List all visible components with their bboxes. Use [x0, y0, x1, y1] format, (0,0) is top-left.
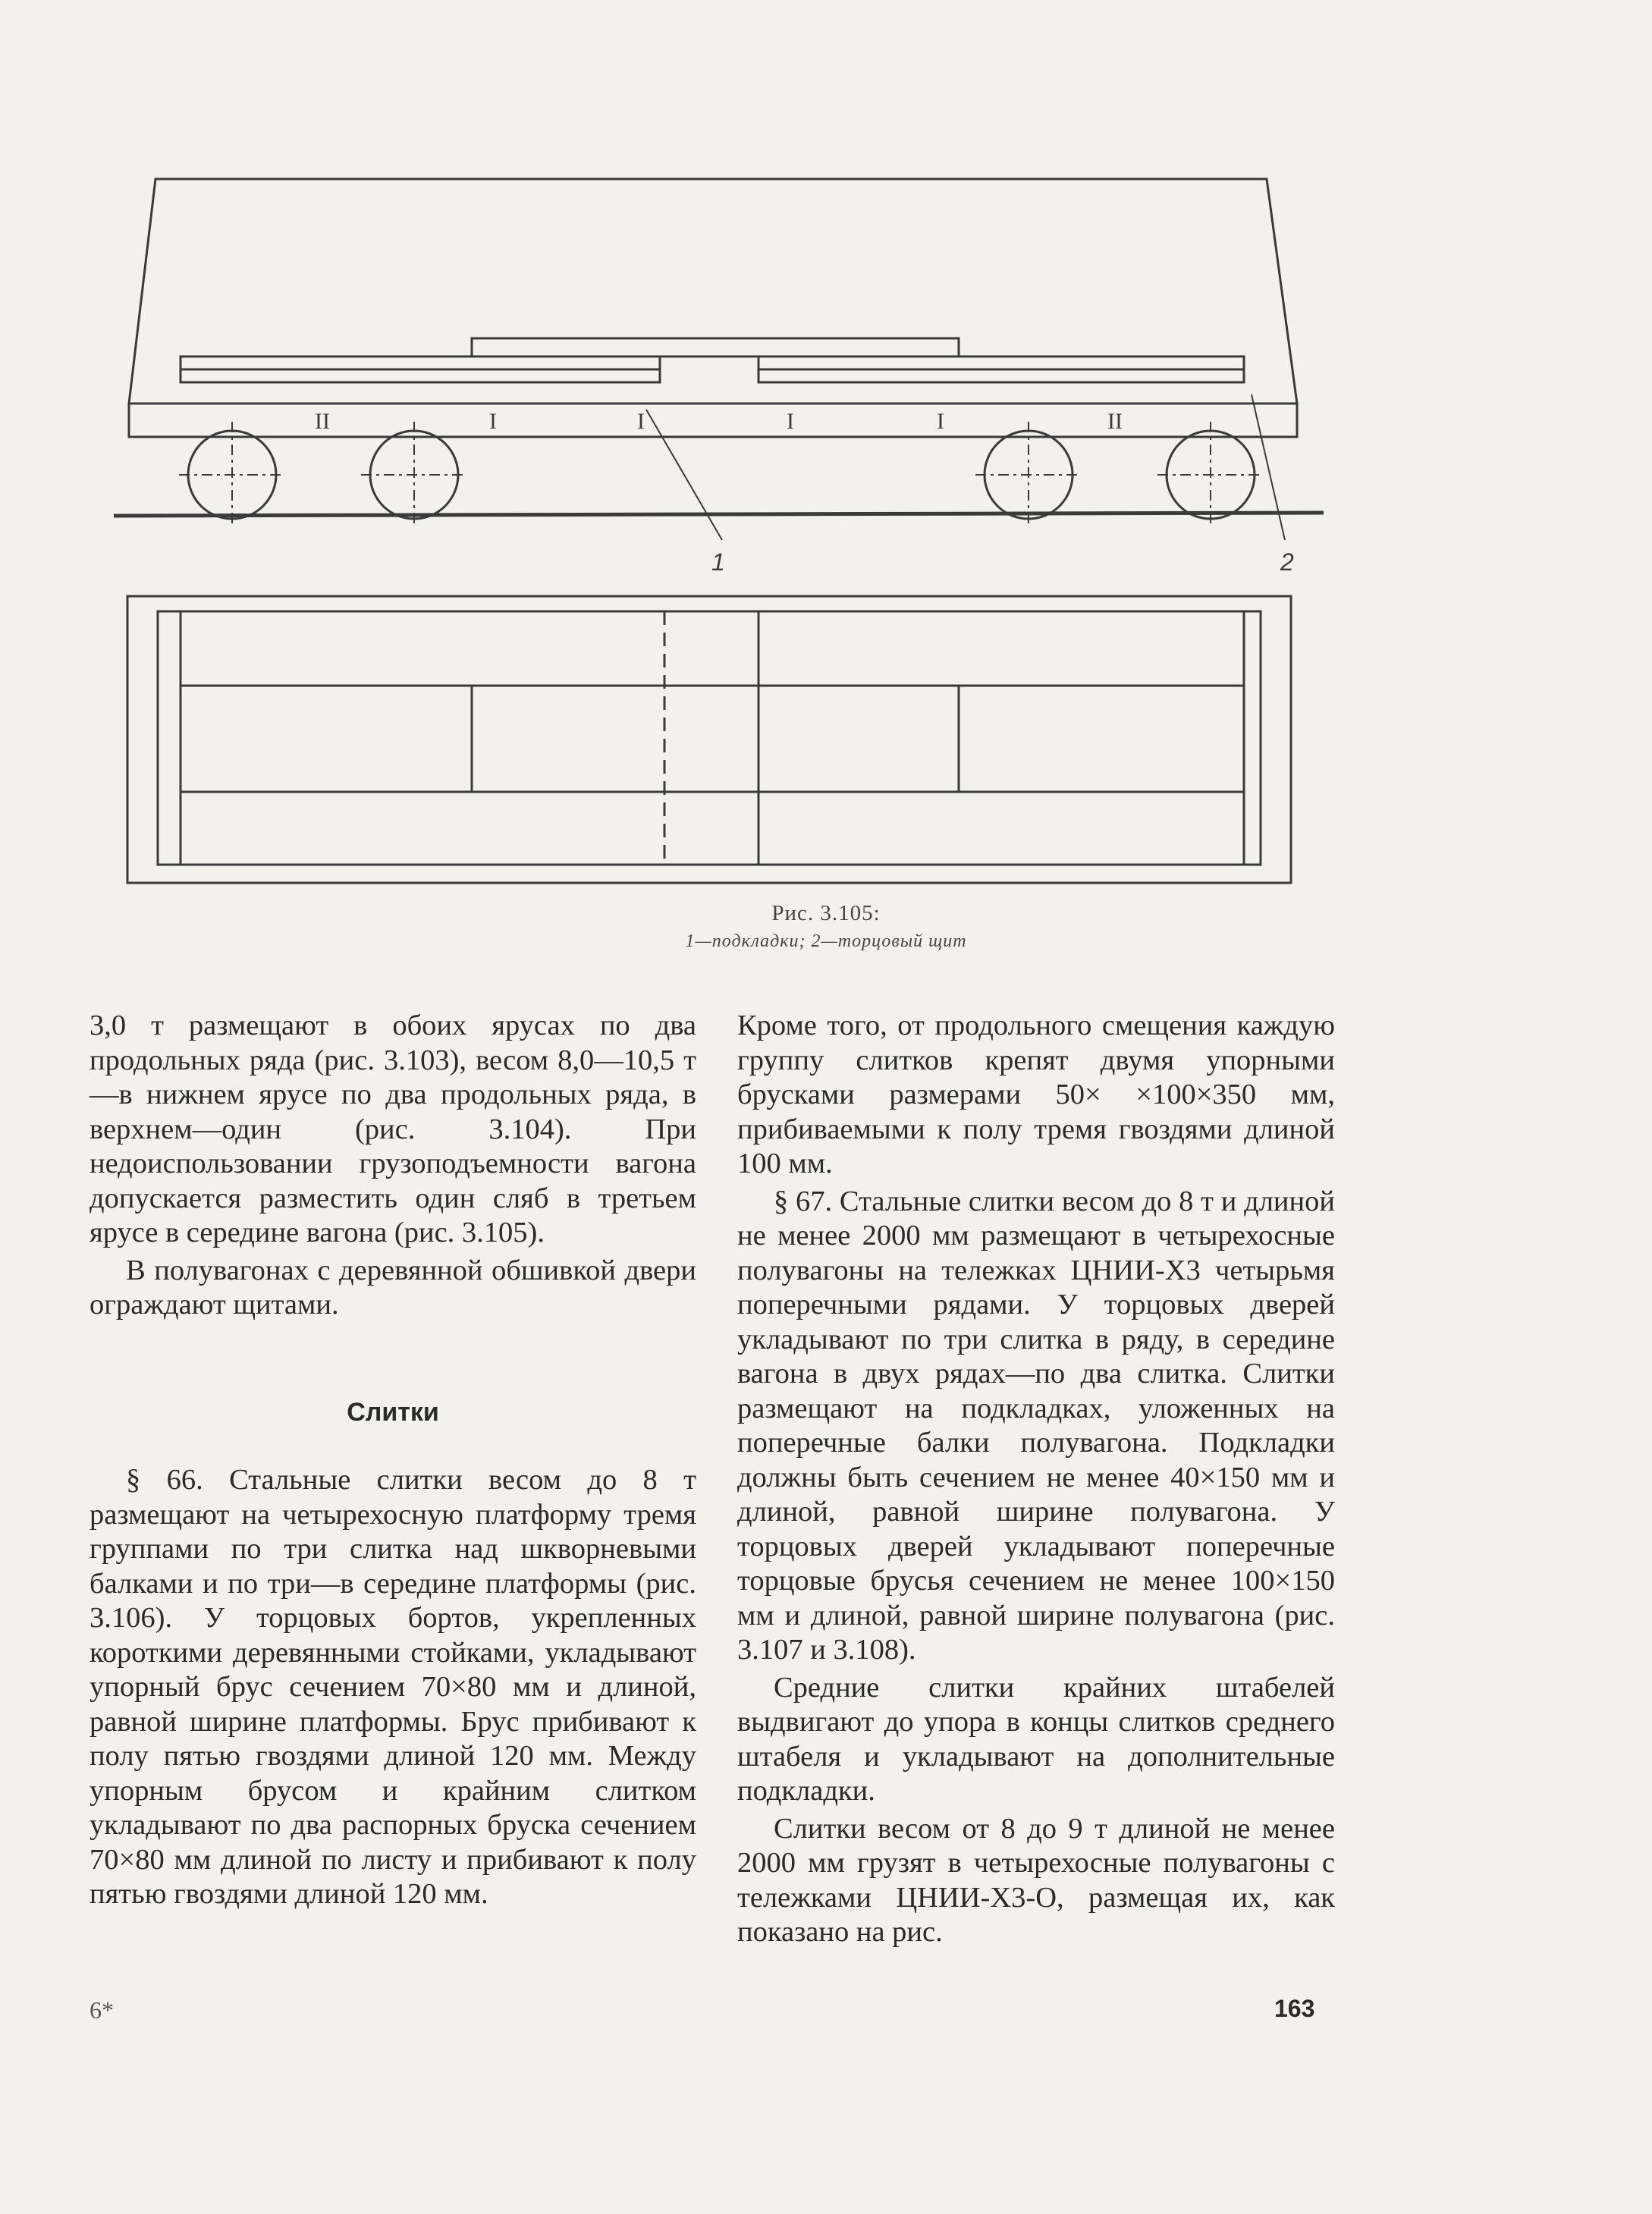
rail	[114, 513, 1324, 516]
left-column	[90, 1009, 696, 1912]
page-number: 163	[1274, 1995, 1315, 2022]
right-paragraph-2: § 67. Стальные слитки весом до 8 т и длиной не менее 2000 мм размещают в четырехосные полувагоны на тележках ЦНИИ-Х3 четырьмя поперечными рядами. У торцовых дверей укладывают по три слитка в ряду, в середине вагона в двух рядах—по два слитка. Слитки размещают на подкладках, уложенных на поперечные балки полувагона. Подкладки должны быть сечением не менее 40×150 мм и длиной, равной ширине полувагона. У торцовых дверей укладывают поперечные торцовые брусья сечением не менее 100×150 мм и длиной, равной ширине полувагона (рис. 3.107 и 3.108).	[737, 1185, 1335, 1666]
beam-label: I	[489, 409, 497, 434]
figure-caption-legend: 1—подкладки; 2—торцовый щит	[685, 931, 967, 951]
leader-line-2	[1252, 394, 1285, 540]
left-paragraph-3: § 66. Стальные слитки весом до 8 т размещают на четырехосную платформу тремя группами по три слитка над шкворневыми балками и по три—в середине платформы (рис. 3.106). У торцовых бортов, укрепленных короткими деревянными стойками, укладывают упорный брус сечением 70×80 мм и длиной, равной ширине платформы. Брус прибивают к полу пятью гвоздями длиной 120 мм. Между упорным брусом и крайним слитком укладывают по два распорных бруска сечением 70×80 мм длиной по листу и прибивают к полу пятью гвоздями длиной 120 мм.	[90, 1464, 696, 1910]
beam-label: II	[315, 409, 330, 434]
callout-2: 2	[1280, 548, 1294, 576]
signature-mark: 6*	[90, 1996, 114, 2024]
beam-label: II	[1107, 409, 1123, 434]
right-paragraph-3: Средние слитки крайних штабелей выдвигают до упора в концы слитков среднего штабеля и укладывают на дополнительные подкладки.	[737, 1671, 1335, 1807]
beam-label: I	[937, 409, 944, 434]
plan-outer-frame	[127, 596, 1291, 883]
right-paragraph-4: Слитки весом от 8 до 9 т длиной не менее 2000 мм грузят в четырехосные полувагоны с тележками ЦНИИ-Х3-О, размещая их, как показано на рис.	[737, 1812, 1335, 1948]
plan-inner-frame	[158, 611, 1261, 865]
beam-label: I	[637, 409, 645, 434]
right-paragraph-1: Кроме того, от продольного смещения каждую группу слитков крепят двумя упорными брусками размерами 50× ×100×350 мм, прибиваемыми к полу тремя гвоздями длиной 100 мм.	[737, 1010, 1335, 1179]
slab-center-top	[472, 338, 959, 356]
callout-1: 1	[711, 548, 725, 576]
leader-line-1	[646, 410, 722, 540]
left-paragraph-2: В полувагонах с деревянной обшивкой двери ограждают щитами.	[90, 1254, 696, 1321]
figure-caption-title: Рис. 3.105:	[771, 901, 881, 925]
section-heading: Слитки	[347, 1397, 439, 1427]
beam-label: I	[787, 409, 794, 434]
left-paragraph-1: 3,0 т размещают в обоих ярусах по два продольных ряда (рис. 3.103), весом 8,0—10,5 т—в нижнем ярусе по два продольных ряда, в верхнем—один (рис. 3.104). При недоиспользовании грузоподъемности вагона допускается разместить один сляб в третьем ярусе в середине вагона (рис. 3.105).	[90, 1010, 696, 1248]
figure-3-105	[0, 0, 1652, 895]
right-column	[737, 1009, 1335, 1950]
